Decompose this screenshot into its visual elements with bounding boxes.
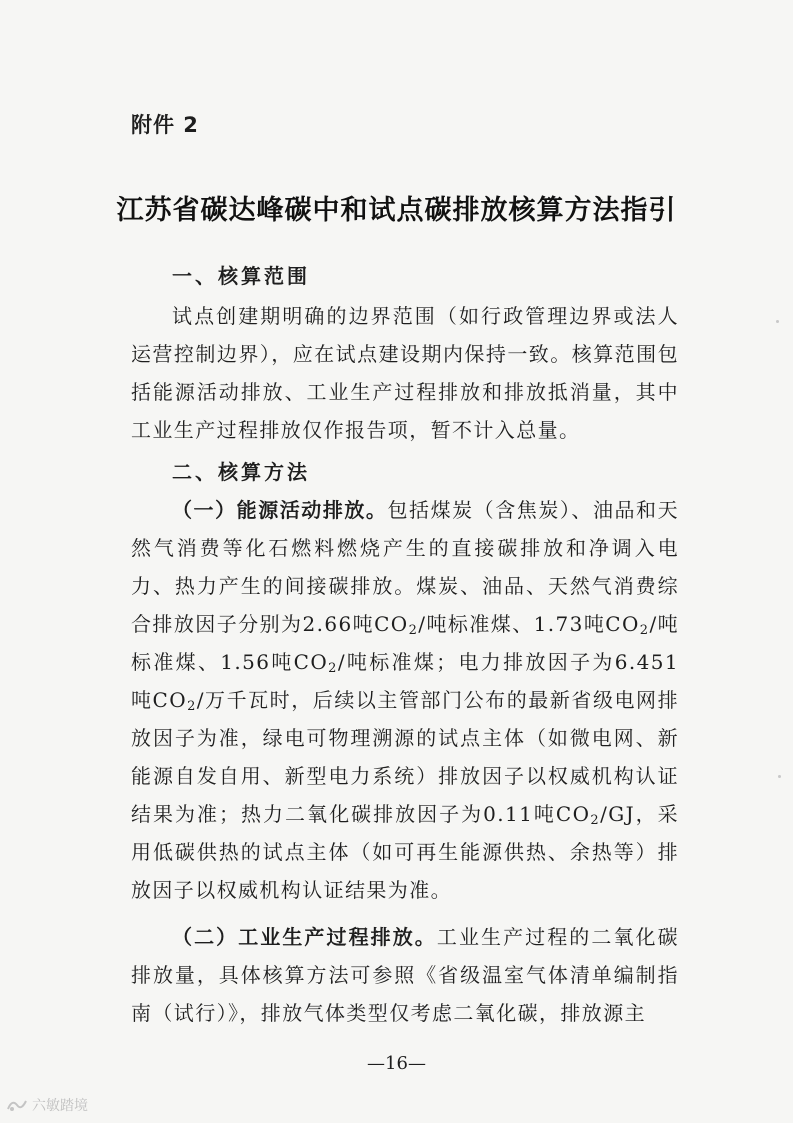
unit-ton-co2: 吨CO xyxy=(131,688,188,712)
factor-coal: 2.66 xyxy=(302,612,353,636)
watermark xyxy=(6,1095,88,1115)
section-body-industrial xyxy=(131,918,679,1032)
attachment-label: 附件 2 xyxy=(131,113,199,137)
industrial-lead: （二）工业生产过程排放。 xyxy=(172,925,437,949)
per-gas: /吨标准煤；电力排放因子为 xyxy=(337,650,615,674)
unit-ton-co2: 吨CO xyxy=(270,650,329,674)
industrial-paragraph xyxy=(131,918,679,1032)
watermark-text: 六敏踏境 xyxy=(32,1098,88,1114)
unit-subscript: 2 xyxy=(408,623,419,638)
section-body-energy xyxy=(131,491,679,909)
per-oil: /吨标准煤、 xyxy=(131,612,680,674)
factor-heat: 0.11 xyxy=(483,802,534,826)
watermark-logo-icon xyxy=(6,1097,28,1113)
section-heading-method: 二、核算方法 xyxy=(172,460,310,484)
factor-gas: 1.56 xyxy=(220,650,271,674)
scan-speck xyxy=(778,775,781,778)
unit-ton-co2: 吨CO xyxy=(352,612,409,636)
industrial-text: 工业生产过程的二氧化碳排放量，具体核算方法可参照《省级温室气体清单编制指南（试行）》，排放气体类型仅考虑二氧化碳，排放源主 xyxy=(131,925,679,1025)
scan-speck xyxy=(776,320,779,323)
document-title: 江苏省碳达峰碳中和试点碳排放核算方法指引 xyxy=(116,195,677,226)
section-heading-scope: 一、核算范围 xyxy=(172,264,310,288)
factor-power: 6.451 xyxy=(614,650,679,674)
unit-ton-co2: 吨CO xyxy=(583,612,640,636)
energy-paragraph xyxy=(131,491,679,909)
per-power: /万千瓦时，后续以主管部门公布的最新省级电网排放因子为准，绿电可物理溯源的试点主体（如微电网、新能源自发自用、新型电力系统）排放因子以权威机构认证结果为准；热力二氧化碳排放因子为 xyxy=(131,688,679,826)
unit-subscript: 2 xyxy=(639,623,650,638)
unit-subscript: 2 xyxy=(328,661,338,676)
energy-lead: （一）能源活动排放。 xyxy=(172,498,388,522)
energy-text-1: 包括煤炭（含焦炭）、油品和天然气消费等化石燃料燃烧产生的直接碳排放和净调入电力、热力产生的间接碳排放。煤炭、油品、天然气消费综合排放因子分别为 xyxy=(131,498,680,636)
page-number: —16— xyxy=(367,1053,426,1074)
per-heat: /GJ，采用低碳供热的试点主体（如可再生能源供热、余热等）排放因子以权威机构认证结果为准。 xyxy=(131,802,680,902)
unit-subscript: 2 xyxy=(187,699,197,714)
per-coal: /吨标准煤、 xyxy=(418,612,534,636)
factor-oil: 1.73 xyxy=(533,612,584,636)
unit-subscript: 2 xyxy=(590,813,601,828)
unit-ton-co2: 吨CO xyxy=(533,802,591,826)
section-body-scope xyxy=(131,297,679,449)
scope-paragraph: 试点创建期明确的边界范围（如行政管理边界或法人运营控制边界），应在试点建设期内保持一致。核算范围包括能源活动排放、工业生产过程排放和排放抵消量，其中工业生产过程排放仅作报告项，暂不计入总量。 xyxy=(131,304,679,442)
